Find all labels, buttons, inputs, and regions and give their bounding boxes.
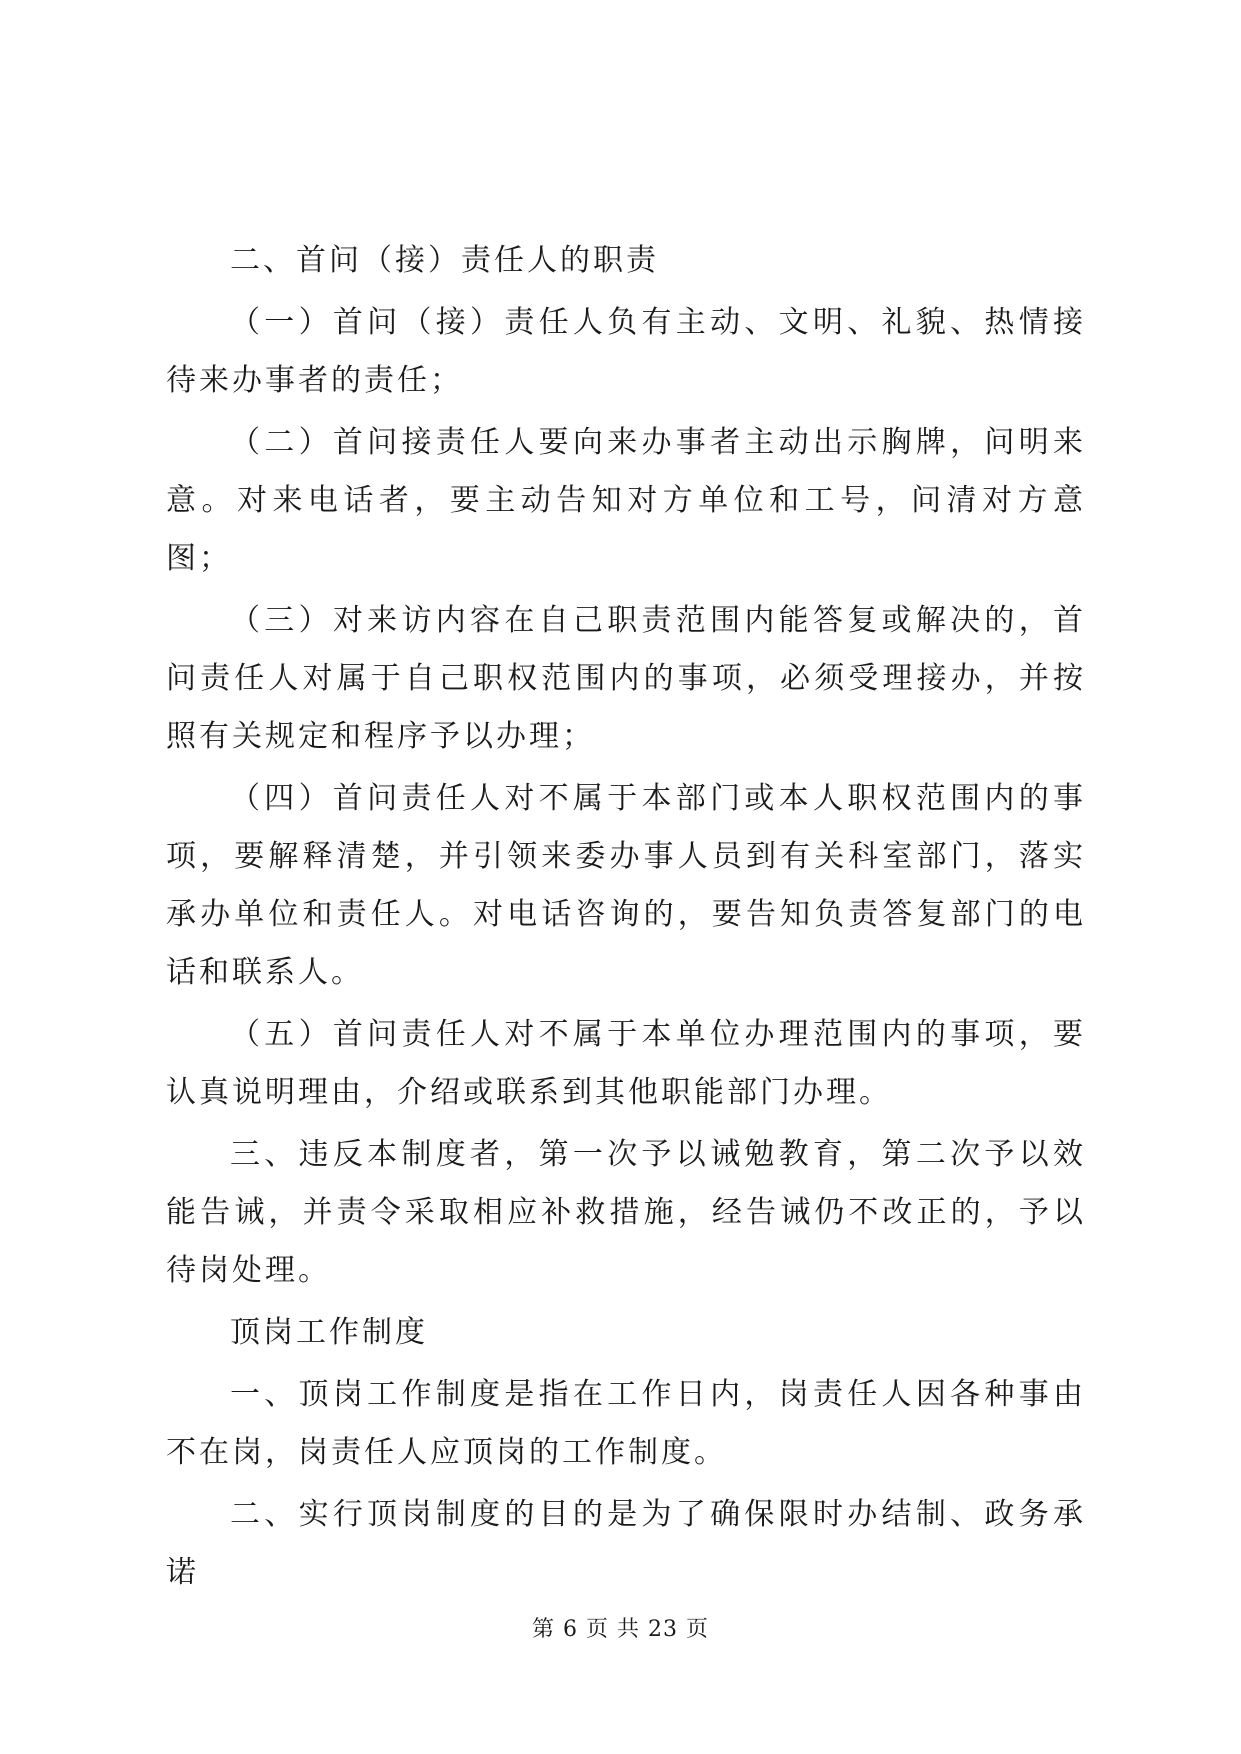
paragraph-item-1: （一）首问（接）责任人负有主动、文明、礼貌、热情接待来办事者的责任； [166,305,1086,398]
paragraph-dingang-1: 一、顶岗工作制度是指在工作日内，岗责任人因各种事由不在岗，岗责任人应顶岗的工作制度。 [166,1377,1086,1470]
page-number-footer: 第 6 页 共 23 页 [532,1617,709,1642]
paragraph-item-3: （三）对来访内容在自己职责范围内能答复或解决的，首问责任人对属于自己职权范围内的事项，必须受理接办，并按照有关规定和程序予以办理； [166,603,1086,754]
paragraph-item-5: （五）首问责任人对不属于本单位办理范围内的事项，要认真说明理由，介绍或联系到其他职能部门办理。 [166,1017,1086,1110]
paragraph-dingang-2: 二、实行顶岗制度的目的是为了确保限时办结制、政务承诺 [166,1497,1086,1590]
paragraph-violation: 三、违反本制度者，第一次予以诫勉教育，第二次予以效能告诫，并责令采取相应补救措施，经告诫仍不改正的，予以待岗处理。 [166,1137,1086,1288]
section-title-dingang: 顶岗工作制度 [230,1315,428,1350]
document-body [166,232,1086,1606]
paragraph-heading-duties: 二、首问（接）责任人的职责 [230,243,659,278]
paragraph-item-2: （二）首问接责任人要向来办事者主动出示胸牌，问明来意。对来电话者，要主动告知对方单位和工号，问清对方意图； [166,425,1086,576]
paragraph-item-4: （四）首问责任人对不属于本部门或本人职权范围内的事项，要解释清楚，并引领来委办事人员到有关科室部门，落实承办单位和责任人。对电话咨询的，要告知负责答复部门的电话和联系人。 [166,781,1086,990]
